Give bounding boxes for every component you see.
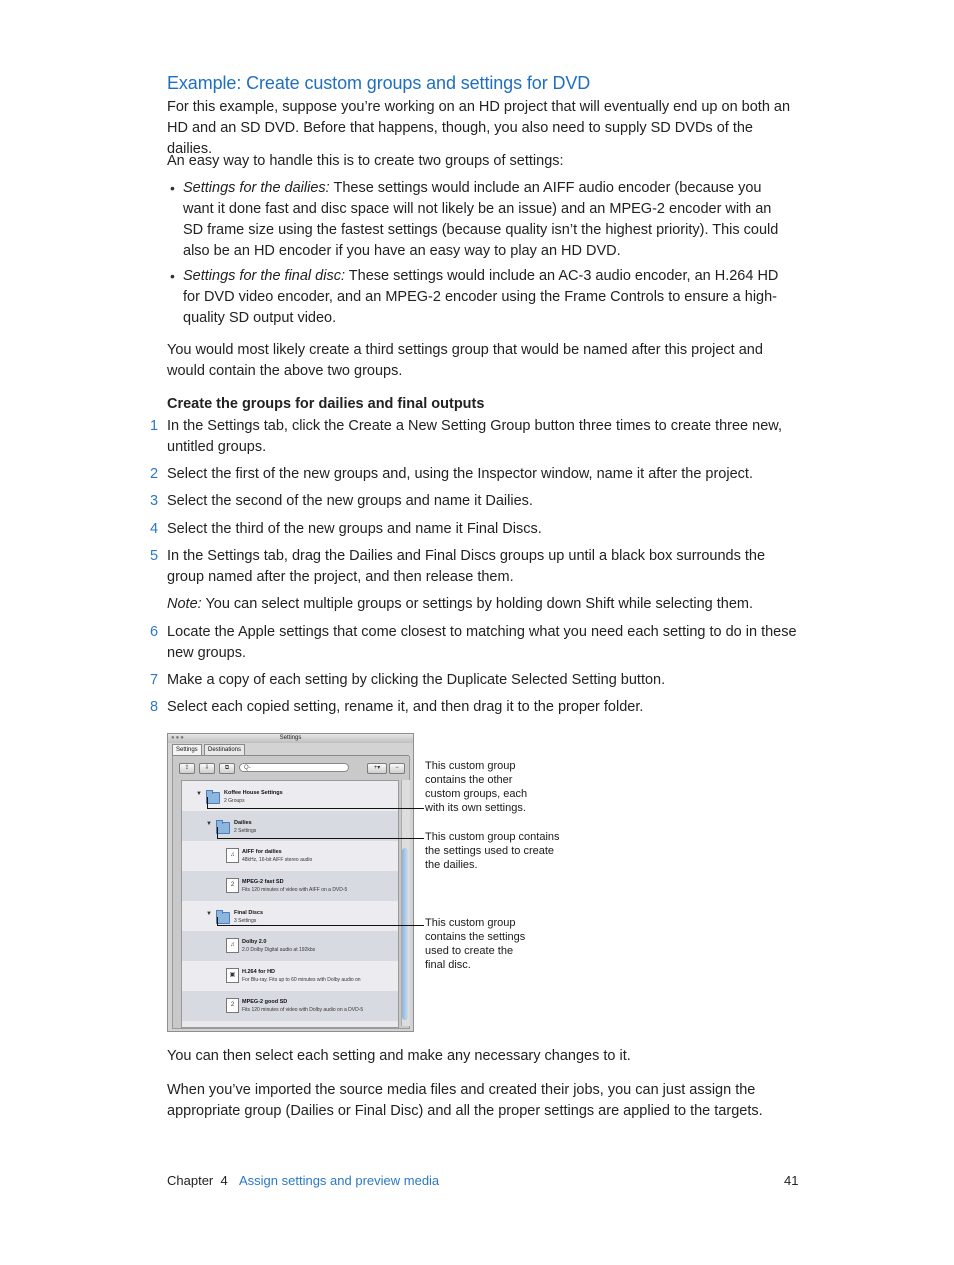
note: [167, 594, 797, 615]
row-subtitle: 2.0 Dolby Digital audio at 192kbs: [242, 947, 316, 953]
row-subtitle: 2 Settings: [234, 828, 257, 834]
window-titlebar: [168, 734, 413, 743]
step-text: Select the first of the new groups and, using the Inspector window, name it after the project.: [167, 466, 753, 482]
bullet-dailies: [183, 178, 795, 262]
row-name: AIFF for dailies: [242, 849, 282, 855]
note-text: You can select multiple groups or settings by holding down Shift while selecting them.: [201, 596, 753, 612]
step-number: 2: [150, 466, 159, 482]
create-group-button[interactable]: ⇪: [179, 763, 195, 774]
audio-file-icon: ♫: [226, 938, 239, 953]
callout-final-disc: This custom group contains the settings used to create the final disc.: [425, 917, 526, 971]
section-heading: Example: Create custom groups and settings for DVD: [167, 73, 591, 93]
duplicate-setting-button[interactable]: ⧉: [219, 763, 235, 774]
list-item[interactable]: [182, 871, 398, 901]
bullet-text: These settings would include an AC-3 audio encoder, an H.264 HD for DVD video encoder, and an MPEG-2 encoder using the Frame Controls to ensure a high-quality SD output video.: [183, 268, 779, 326]
step-text: In the Settings tab, drag the Dailies and Final Discs groups up until a black box surrounds the group named after the project, and then release them.: [167, 548, 766, 585]
list-item[interactable]: [182, 991, 398, 1021]
step-text: Select the second of the new groups and name it Dailies.: [167, 493, 533, 509]
disclosure-triangle-icon[interactable]: ▼: [206, 821, 212, 827]
step-number: 5: [150, 548, 159, 564]
bullet-dot: •: [170, 268, 175, 284]
list-item[interactable]: [182, 961, 398, 991]
row-name: MPEG-2 fast SD: [242, 879, 284, 885]
audio-file-icon: ♫: [226, 848, 239, 863]
bullet-dot: •: [170, 180, 175, 196]
intro-paragraph: For this example, suppose you’re working on an HD project that will eventually end up on both an HD and an SD DVD. Before that happens, though, you also need to supply SD DVDs of the dailies.: [167, 99, 791, 157]
paragraph-third-group: You would most likely create a third settings group that would be named after this project and would contain the above two groups.: [167, 342, 763, 379]
task-heading: Create the groups for dailies and final outputs: [167, 396, 485, 412]
page-number: 41: [784, 1173, 799, 1188]
step-text: Make a copy of each setting by clicking the Duplicate Selected Setting button.: [167, 672, 666, 688]
list-item[interactable]: [182, 931, 398, 961]
step-number: 3: [150, 493, 159, 509]
footer-chapter: Chapter 4: [167, 1173, 228, 1188]
row-subtitle: Fits 120 minutes of video with AIFF on a DVD-5: [242, 887, 348, 893]
settings-list: [181, 780, 399, 1028]
settings-window-screenshot: [167, 733, 414, 1032]
list-item[interactable]: [182, 901, 398, 931]
row-name: Dailies: [234, 820, 252, 826]
row-name: MPEG-2 good SD: [242, 999, 288, 1005]
row-name: Final Discs: [234, 910, 264, 916]
step-text: Select the third of the new groups and name it Final Discs.: [167, 521, 542, 537]
step-text: In the Settings tab, click the Create a New Setting Group button three times to create three new, untitled groups.: [167, 418, 782, 455]
intro-paragraph-2: An easy way to handle this is to create two groups of settings:: [167, 153, 564, 169]
leader-line: [217, 917, 218, 925]
disclosure-triangle-icon[interactable]: ▼: [196, 791, 202, 797]
row-subtitle: Fits 120 minutes of video with Dolby audio on a DVD-5: [242, 1007, 364, 1013]
footer-chapter-link[interactable]: Assign settings and preview media: [239, 1173, 440, 1188]
list-item[interactable]: [182, 811, 398, 841]
group-action-button[interactable]: ⇩: [199, 763, 215, 774]
bullet-lead: Settings for the final disc:: [183, 268, 345, 284]
row-subtitle: 2 Groups: [224, 798, 245, 804]
folder-icon: [206, 792, 220, 804]
scrollbar-thumb[interactable]: [402, 848, 408, 1020]
row-name: Koffee House Settings: [224, 790, 283, 796]
after-paragraph: You can then select each setting and make any necessary changes to it.: [167, 1048, 631, 1064]
list-item[interactable]: [182, 781, 398, 811]
step-number: 8: [150, 699, 159, 715]
row-subtitle: 3 Settings: [234, 918, 257, 924]
bullet-lead: Settings for the dailies:: [183, 180, 330, 196]
step-number: 1: [150, 418, 159, 434]
callout-dailies: This custom group contains the settings used to create the dailies.: [425, 831, 560, 871]
leader-line: [217, 827, 218, 838]
list-item[interactable]: [182, 841, 398, 871]
step-number: 6: [150, 624, 159, 640]
tab-settings[interactable]: Settings: [172, 744, 202, 756]
step-text: Locate the Apple settings that come closest to matching what you need each setting to do in these new groups.: [167, 624, 797, 661]
row-subtitle: For Blu-ray. Fits up to 60 minutes with Dolby audio on: [242, 977, 361, 983]
add-setting-button[interactable]: +▾: [367, 763, 387, 774]
row-name: Dolby 2.0: [242, 939, 267, 945]
video-file-icon: ▣: [226, 968, 239, 983]
leader-line: [217, 925, 424, 926]
folder-icon: [216, 822, 230, 834]
leader-line: [217, 838, 424, 839]
after-paragraph-2: When you’ve imported the source media files and created their jobs, you can just assign the appropriate group (Dailies or Final Disc) and all the proper settings are applied to the targets.: [167, 1082, 763, 1119]
bullet-text: These settings would include an AIFF audio encoder (because you want it done fast and disc space will not likely be an issue) and an MPEG-2 encoder with an SD frame size using the fastest settings (because quality isn’t the highest priority). This could also be an HD encoder if you have an easy way to play an HD DVD.: [183, 180, 779, 259]
tab-destinations[interactable]: Destinations: [204, 744, 245, 756]
remove-setting-button[interactable]: −: [389, 763, 405, 774]
bullet-final-disc: [183, 266, 795, 329]
row-name: H.264 for HD: [242, 969, 276, 975]
mpeg2-file-icon: 2: [226, 998, 239, 1013]
disclosure-triangle-icon[interactable]: ▼: [206, 911, 212, 917]
leader-line: [207, 797, 208, 808]
mpeg2-file-icon: 2: [226, 878, 239, 893]
window-title: Settings: [279, 735, 302, 741]
callout-group-of-groups: This custom group contains the other custom groups, each with its own settings.: [425, 760, 528, 814]
step-number: 4: [150, 521, 159, 537]
leader-line: [207, 808, 424, 809]
folder-icon: [216, 912, 230, 924]
note-label: Note:: [167, 596, 202, 612]
step-text: Select each copied setting, rename it, and then drag it to the proper folder.: [167, 699, 644, 715]
search-input[interactable]: Q-: [239, 763, 349, 772]
row-subtitle: 48kHz, 16-bit AIFF stereo audio: [242, 857, 313, 863]
window-controls-icon: ●●●: [171, 735, 185, 741]
step-number: 7: [150, 672, 159, 688]
